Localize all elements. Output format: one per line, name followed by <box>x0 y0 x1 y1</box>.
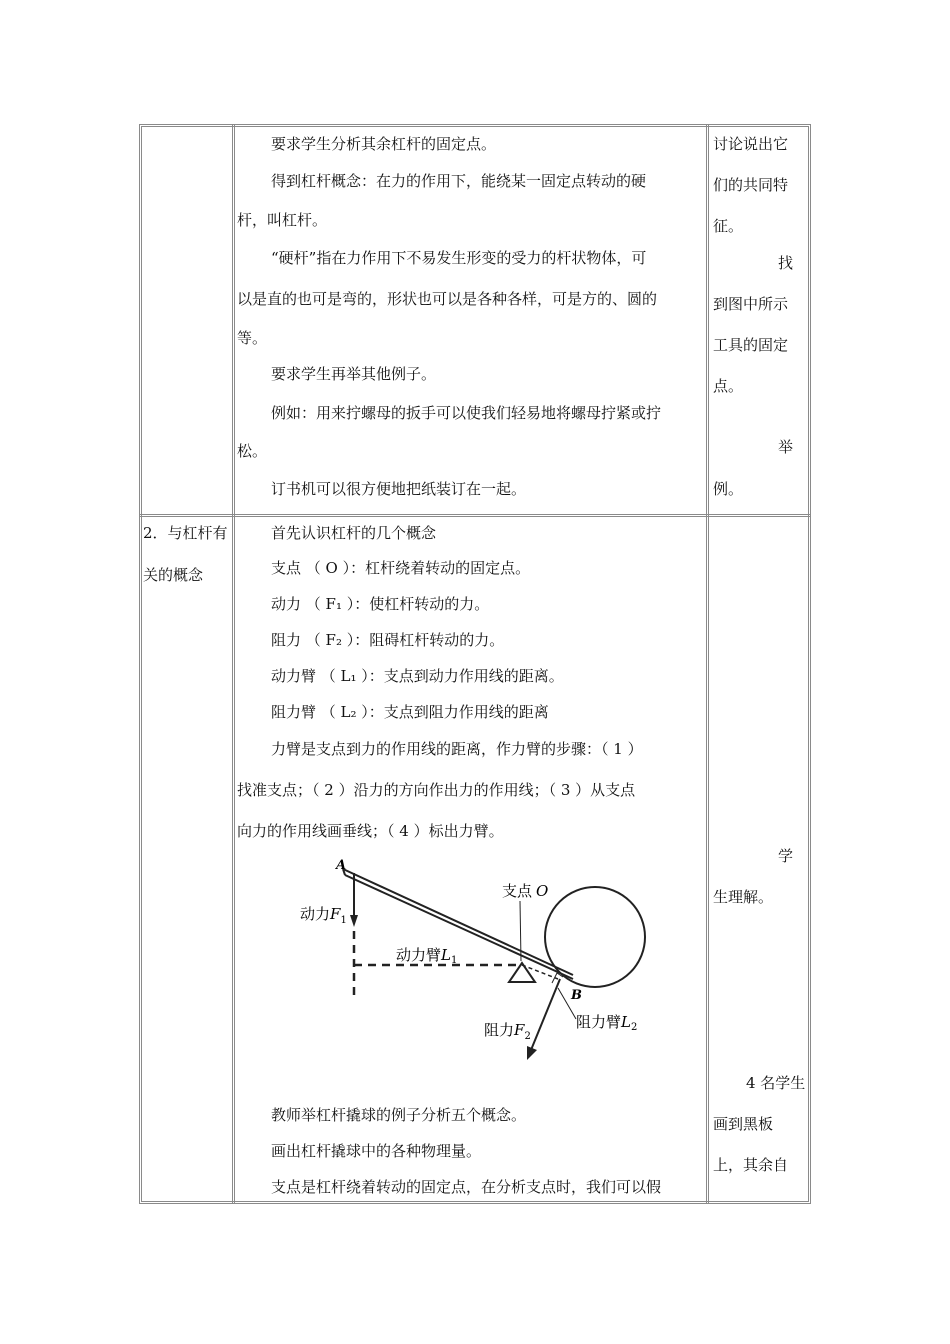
fulcrum-leader <box>520 901 521 961</box>
paragraph: 松。 <box>237 442 268 460</box>
note-line: 学 <box>778 847 794 865</box>
column-divider-right <box>706 124 709 1204</box>
column-divider-left <box>232 124 235 1204</box>
note-line: 4 名学生 <box>746 1074 806 1092</box>
paragraph: “硬杆”指在力作用下不易发生形变的受力的杆状物体，可 <box>271 249 647 267</box>
note-line: 画到黑板 <box>713 1115 774 1133</box>
note-line: 例。 <box>713 480 744 498</box>
label-fulcrum: 支点 O <box>502 882 549 900</box>
paragraph: 等。 <box>237 329 268 347</box>
paragraph: 首先认识杠杆的几个概念 <box>271 524 437 542</box>
load-force-arrow <box>531 979 560 1050</box>
paragraph: 力臂是支点到力的作用线的距离，作力臂的步骤：（ 1 ） <box>271 740 643 758</box>
note-line: 工具的固定 <box>713 336 789 354</box>
paragraph: 例如：用来拧螺母的扳手可以使我们轻易地将螺母拧紧或拧 <box>271 404 662 422</box>
note-line: 点。 <box>713 377 744 395</box>
note-line: 到图中所示 <box>713 295 789 313</box>
paragraph: 向力的作用线画垂线；（ 4 ）标出力臂。 <box>237 822 504 840</box>
paragraph: 得到杠杆概念：在力的作用下，能绕某一固定点转动的硬 <box>271 172 647 190</box>
section-heading: 关的概念 <box>143 566 204 584</box>
paragraph: 要求学生再举其他例子。 <box>271 365 437 383</box>
lever-diagram <box>290 855 660 1070</box>
note-line: 生理解。 <box>713 888 774 906</box>
label-load-arm: 阻力臂$L_2$ <box>576 1013 638 1033</box>
paragraph: 以是直的也可是弯的，形状也可以是各种各样，可是方的、圆的 <box>237 290 658 308</box>
paragraph: 订书机可以很方便地把纸装订在一起。 <box>271 480 527 498</box>
concept-definition: 阻力臂 （ L₂ ）：支点到阻力作用线的距离 <box>271 703 549 721</box>
paragraph: 画出杠杆撬球中的各种物理量。 <box>271 1142 482 1160</box>
paragraph: 教师举杠杆撬球的例子分析五个概念。 <box>271 1106 527 1124</box>
concept-definition: 支点 （ O ）：杠杆绕着转动的固定点。 <box>271 559 531 577</box>
note-line: 举 <box>778 438 794 456</box>
paragraph: 杆，叫杠杆。 <box>237 211 328 229</box>
note-line: 找 <box>778 254 794 272</box>
note-line: 上，其余自 <box>713 1156 789 1174</box>
load-arrowhead <box>527 1046 537 1060</box>
label-effort-f1: 动力$F_1$ <box>300 905 347 926</box>
label-b: B <box>571 988 582 1003</box>
note-line: 征。 <box>713 217 744 235</box>
paragraph: 支点是杠杆绕着转动的固定点，在分析支点时，我们可以假 <box>271 1178 662 1196</box>
label-a: A <box>336 858 347 873</box>
row-divider <box>139 514 811 517</box>
label-effort-arm: 动力臂$L_1$ <box>396 946 458 966</box>
label-load-f2: 阻力$F_2$ <box>484 1021 531 1042</box>
effort-arrowhead <box>350 915 358 927</box>
paragraph: 找准支点；（ 2 ）沿力的方向作出力的作用线；（ 3 ）从支点 <box>237 781 636 799</box>
note-line: 们的共同特 <box>713 176 789 194</box>
concept-definition: 动力 （ F₁ ）：使杠杆转动的力。 <box>271 595 490 613</box>
note-line: 讨论说出它 <box>713 135 789 153</box>
section-heading: 2．与杠杆有 <box>143 524 228 542</box>
concept-definition: 动力臂 （ L₁ ）：支点到动力作用线的距离。 <box>271 667 564 685</box>
paragraph: 要求学生分析其余杠杆的固定点。 <box>271 135 497 153</box>
concept-definition: 阻力 （ F₂ ）：阻碍杠杆转动的力。 <box>271 631 505 649</box>
